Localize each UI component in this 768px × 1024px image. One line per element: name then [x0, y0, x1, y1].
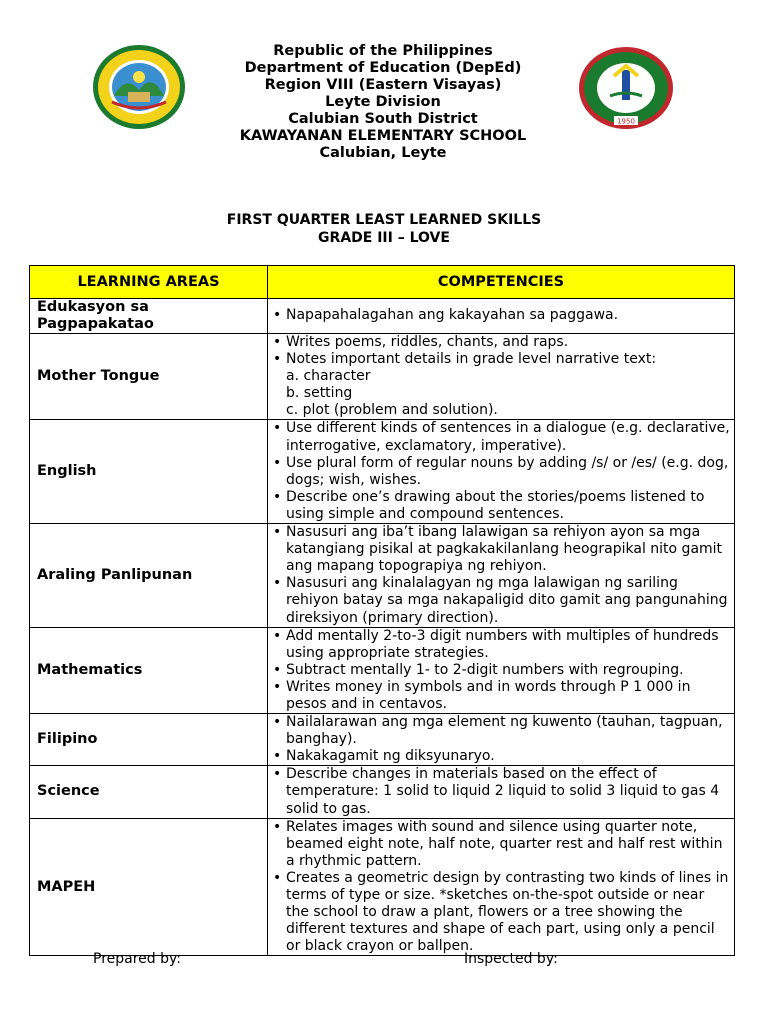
- competency-item: • Relates images with sound and silence using quarter note, beamed eight note, half note, quarter rest and half rest within a rhythmic pattern.: [271, 819, 730, 870]
- table-row: [30, 299, 735, 334]
- competency-item: • Use plural form of regular nouns by adding /s/ or /es/ (e.g. dog, dogs; wish, wishes.: [271, 455, 730, 489]
- competency-item: • Add mentally 2-to-3 digit numbers with multiples of hundreds using appropriate strategies.: [271, 628, 730, 662]
- table-header-row: [30, 266, 735, 299]
- competency-item: • Describe changes in materials based on the effect of temperature: 1 solid to liquid 2 liquid to solid 3 liquid to gas 4 solid to gas.: [271, 766, 730, 817]
- title-line-2: GRADE III – LOVE: [318, 229, 450, 246]
- learning-area: Mathematics: [30, 627, 268, 713]
- letterhead-line: Department of Education (DepEd): [244, 60, 522, 76]
- school-seal-year: 1950: [617, 117, 635, 126]
- competency-item: • Describe one’s drawing about the stories/poems listened to using simple and compound sentences.: [271, 489, 730, 523]
- learning-area: Science: [30, 766, 268, 818]
- table-row: [30, 524, 735, 628]
- learning-area: Edukasyon sa Pagpapakatao: [30, 299, 268, 334]
- letterhead-line: Calubian, Leyte: [319, 145, 447, 161]
- competency-item: • Subtract mentally 1- to 2-digit numbers with regrouping.: [271, 662, 730, 679]
- learning-area: Filipino: [30, 714, 268, 766]
- table-row: [30, 714, 735, 766]
- table-row: [30, 766, 735, 818]
- competency-item: [271, 351, 730, 419]
- learning-area: English: [30, 420, 268, 524]
- header-competencies: COMPETENCIES: [268, 266, 735, 299]
- competency-subitem: c. plot (problem and solution).: [286, 402, 498, 419]
- competency-item: • Nailalarawan ang mga element ng kuwento (tauhan, tagpuan, banghay).: [271, 714, 730, 748]
- table-row: [30, 420, 735, 524]
- learning-area: Araling Panlipunan: [30, 524, 268, 628]
- deped-seal-logo: [92, 44, 186, 130]
- learning-area: MAPEH: [30, 818, 268, 956]
- table-row: [30, 627, 735, 713]
- competency-item: • Nasusuri ang iba’t ibang lalawigan sa rehiyon ayon sa mga katangiang pisikal at pagkakakilanlang heograpikal nito gamit ang mapang topograpiya ng rehiyon.: [271, 524, 730, 575]
- letterhead-line: Region VIII (Eastern Visayas): [264, 77, 502, 93]
- document-title: [0, 212, 768, 247]
- competency-subitem: b. setting: [286, 385, 353, 402]
- letterhead-line: Republic of the Philippines: [273, 43, 493, 59]
- competency-subitem: a. character: [286, 368, 371, 385]
- prepared-by-label: Prepared by:: [93, 951, 181, 967]
- letterhead-line: KAWAYANAN ELEMENTARY SCHOOL: [239, 128, 527, 144]
- competency-text: Notes important details in grade level narrative text:: [286, 351, 657, 368]
- table-row: [30, 818, 735, 956]
- skills-table: [29, 265, 735, 956]
- title-line-1: FIRST QUARTER LEAST LEARNED SKILLS: [226, 212, 542, 228]
- learning-area: Mother Tongue: [30, 334, 268, 420]
- competency-item: • Writes money in symbols and in words through P 1 000 in pesos and in centavos.: [271, 679, 730, 713]
- competency-item: • Writes poems, riddles, chants, and raps.: [271, 334, 730, 351]
- competency-item: • Use different kinds of sentences in a dialogue (e.g. declarative, interrogative, exclamatory, imperative).: [271, 420, 730, 454]
- competency-item: • Creates a geometric design by contrasting two kinds of lines in terms of type or size. *sketches on-the-spot outside or near the school to draw a plant, flowers or a tree showing the different textures and shape of each part, using only a pencil or black crayon or ballpen.: [271, 870, 730, 955]
- letterhead-line: Calubian South District: [288, 111, 478, 127]
- letterhead: [190, 43, 576, 162]
- inspected-by-label: Inspected by:: [464, 951, 558, 967]
- competency-item: • Napapahalagahan ang kakayahan sa paggawa.: [271, 307, 730, 324]
- competency-item: • Nasusuri ang kinalalagyan ng mga lalawigan ng sariling rehiyon batay sa mga nakapaligid dito gamit ang pangunahing direksiyon (primary direction).: [271, 575, 730, 626]
- competency-item: • Nakakagamit ng diksyunaryo.: [271, 748, 730, 765]
- school-seal-logo: [578, 46, 674, 130]
- table-row: [30, 334, 735, 420]
- header-learning-areas: LEARNING AREAS: [30, 266, 268, 299]
- letterhead-line: Leyte Division: [325, 94, 441, 110]
